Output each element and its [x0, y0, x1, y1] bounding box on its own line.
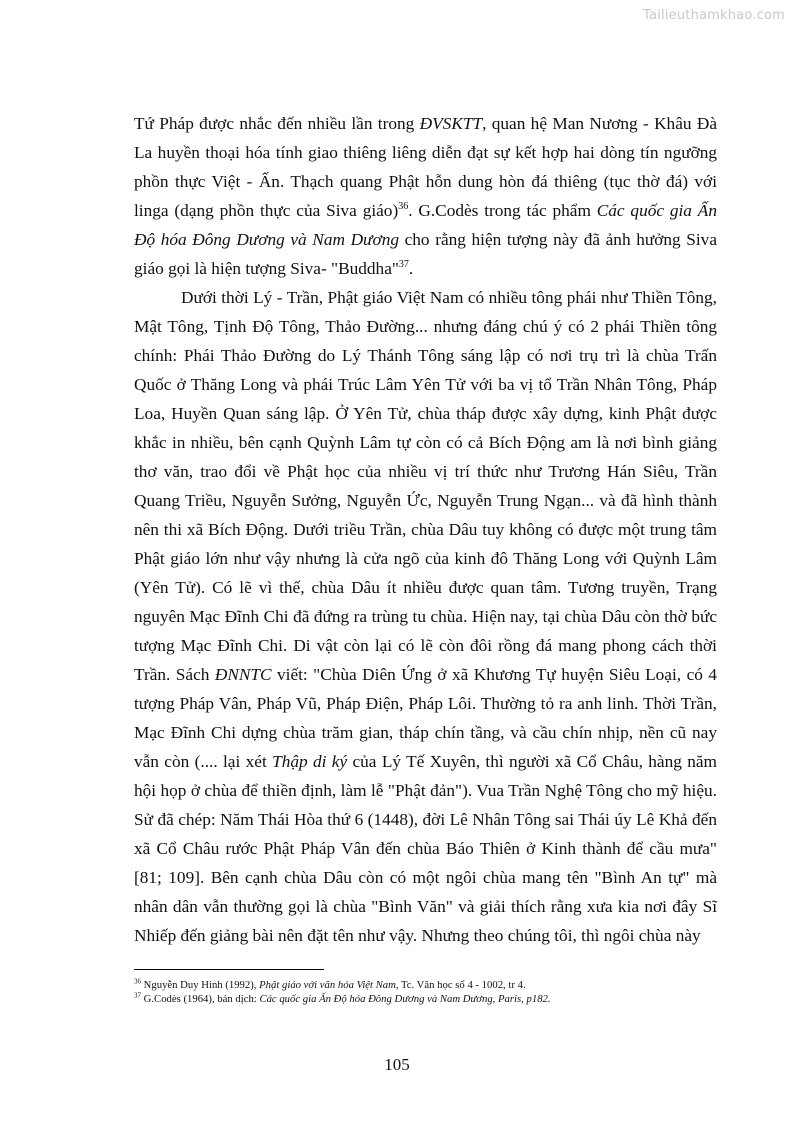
footnote-36 [134, 978, 724, 992]
page-number: 105 [384, 1055, 410, 1074]
text-run: . G.Codès trong tác phẩm [408, 201, 597, 220]
footnotes [134, 978, 724, 1006]
footnote-number: 36 [134, 977, 141, 986]
body-text [134, 109, 717, 950]
italic-book-title: Thập di ký [272, 752, 348, 771]
text-run: của Lý Tế Xuyên, thì người xã Cổ Châu, hàng năm hội họp ở chùa để thiền định, làm lễ "Phật đản"). Vua Trần Nghệ Tông cho mỹ hiệu. Sử đã chép: Năm Thái Hòa thứ 6 (1448), đời Lê Nhân Tông sai Thái úy Lê Khả đến xã Cổ Châu rước Phật Pháp Vân đến chùa Báo Thiên ở Kinh thành để cầu mưa" [81; 109]. Bên cạnh chùa Dâu còn có một ngôi chùa mang tên "Bình An tự" mà nhân dân vẫn thường gọi là chùa "Bình Văn" và giải thích rằng xưa kia nơi đây Sĩ Nhiếp đến giảng bài nên đặt tên như vậy. Nhưng theo chúng tôi, thì ngôi chùa này [134, 752, 717, 945]
italic-abbrev: ĐNNTC [214, 665, 272, 684]
footnote-text: , Tc. Văn học số 4 - 1002, tr 4. [395, 979, 526, 991]
footnote-37 [134, 992, 724, 1006]
page-body [134, 109, 717, 950]
text-run: , quan hệ Man Nương - Khâu Đà La huyền thoại hóa tính giao thiêng liêng diễn đạt sự kết hợp hai dòng tín ngưỡng phồn thực Việt - Ấn. Thạch quang Phật hỗn dung hòn đá thiêng (tục thờ đá) với linga (dạng phồn thực của Siva giáo) [134, 114, 718, 220]
text-run: . [408, 259, 414, 278]
italic-abbrev: ĐVSKTT [419, 114, 483, 133]
footnote-ref-36[interactable]: 36 [398, 201, 409, 213]
footnote-divider [134, 969, 324, 970]
footnote-text: Nguyễn Duy Hinh (1992), [141, 979, 260, 991]
text-run: Dưới thời Lý - Trần, Phật giáo Việt Nam có nhiều tông phái như Thiền Tông, Mật Tông, Tịnh Độ Tông, Thảo Đường... nhưng đáng chú ý có 2 phái Thiền tông chính: Phái Thảo Đường do Lý Thánh Tông sáng lập có nơi trụ trì là chùa Trấn Quốc ở Thăng Long và phái Trúc Lâm Yên Tử với ba vị tổ Trần Nhân Tông, Pháp Loa, Huyền Quan sáng lập. Ở Yên Tử, chùa tháp được xây dựng, kinh Phật được khắc in nhiều, bên cạnh Quỳnh Lâm tự còn có cả Bích Động am là nơi bình giảng thơ văn, trao đổi về Phật học của nhiều vị trí thức như Trương Hán Siêu, Trần Quang Triều, Nguyễn Sưởng, Nguyễn Ức, Nguyễn Trung Ngạn... và đã hình thành nên thi xã Bích Động. Dưới triều Trần, chùa Dâu tuy không có được một trung tâm Phật giáo lớn như vậy nhưng là cửa ngõ của kinh đô Thăng Long với Quỳnh Lâm (Yên Tử). Có lẽ vì thế, chùa Dâu ít nhiều được quan tâm. Tương truyền, Trạng nguyên Mạc Đĩnh Chi đã đứng ra trùng tu chùa. Hiện nay, tại chùa Dâu còn thờ bức tượng Mạc Đĩnh Chi. Di vật còn lại có lẽ còn đôi rồng đá mang phong cách thời Trần. Sách [134, 288, 717, 684]
watermark: Tailieuthamkhao.com [643, 8, 785, 23]
footnote-title: Các quốc gia Ấn Độ hóa Đông Dương và Nam Dương, Paris, p182. [259, 993, 551, 1005]
text-run: viết: "Chùa Diên Ứng ở xã Khương Tự huyện Siêu Loại, có 4 tượng Pháp Vân, Pháp Vũ, Pháp Điện, Pháp Lôi. Thường tỏ ra anh linh. Thời Trần, Mạc Đĩnh Chi dựng chùa trăm gian, tháp chín tầng, và cầu chín nhịp, nền cũ nay vẫn còn (.... lại xét [134, 665, 717, 771]
paragraph-2 [134, 283, 717, 950]
paragraph-1 [134, 109, 717, 283]
text-run: Tứ Pháp được nhắc đến nhiều lần trong [134, 114, 420, 133]
footnote-text: G.Codès (1964), bản dịch: [141, 993, 260, 1005]
footnote-title: Phật giáo với văn hóa Việt Nam [259, 979, 396, 991]
footnote-ref-37[interactable]: 37 [398, 259, 409, 271]
text-run: cho rằng hiện tượng này đã ảnh hưởng Siva giáo gọi là hiện tượng Siva- "Buddha" [134, 230, 717, 278]
footnote-number: 37 [134, 991, 141, 1000]
italic-book-title: Các quốc gia Ấn Độ hóa Đông Dương và Nam Dương [134, 201, 717, 249]
